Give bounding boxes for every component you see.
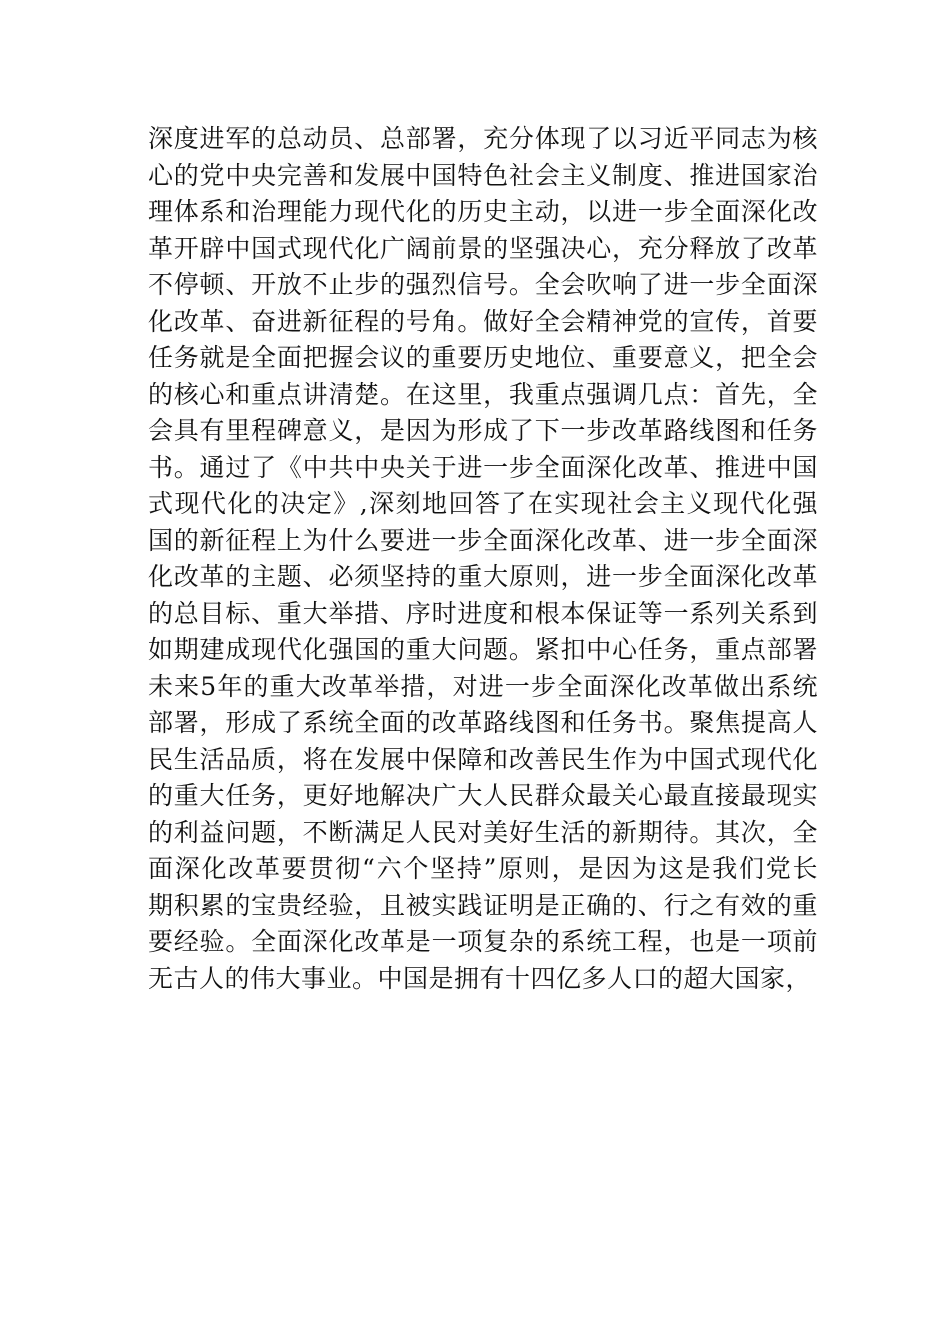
body-paragraph bbox=[148, 121, 818, 997]
text-line: 的总目标、重大举措、序时进度和根本保证等一系列关系到 bbox=[148, 598, 818, 628]
text-line: 深度进军的总动员、总部署，充分体现了以习近平同志为核 bbox=[148, 124, 818, 153]
text-line: 面深化改革要贯彻“六个坚持”原则，是因为这是我们党长 bbox=[148, 854, 818, 883]
text-line: 革开辟中国式现代化广阔前景的坚强决心，充分释放了改革 bbox=[148, 233, 818, 263]
text-line: 如期建成现代化强国的重大问题。紧扣中心任务，重点部署 bbox=[148, 635, 818, 664]
text-line: 不停顿、开放不止步的强烈信号。全会吹响了进一步全面深 bbox=[148, 270, 818, 299]
text-line: 民生活品质，将在发展中保障和改善民生作为中国式现代化 bbox=[148, 744, 818, 774]
text-line: 的核心和重点讲清楚。在这里，我重点强调几点：首先，全 bbox=[148, 379, 818, 409]
text-line: 心的党中央完善和发展中国特色社会主义制度、推进国家治 bbox=[148, 160, 818, 190]
text-line: 化改革的主题、必须坚持的重大原则，进一步全面深化改革 bbox=[148, 562, 818, 591]
text-line: 的重大任务，更好地解决广大人民群众最关心最直接最现实 bbox=[148, 781, 818, 810]
text-line: 式现代化的决定》,深刻地回答了在实现社会主义现代化强 bbox=[148, 489, 818, 518]
text-line: 书。通过了《中共中央关于进一步全面深化改革、推进中国 bbox=[148, 452, 818, 482]
text-line: 国的新征程上为什么要进一步全面深化改革、进一步全面深 bbox=[148, 525, 818, 555]
text-line: 要经验。全面深化改革是一项复杂的系统工程，也是一项前 bbox=[148, 927, 818, 956]
text-line: 任务就是全面把握会议的重要历史地位、重要意义，把全会 bbox=[148, 343, 818, 372]
text-line: 部署，形成了系统全面的改革路线图和任务书。聚焦提高人 bbox=[148, 708, 818, 737]
text-line: 未来5年的重大改革举措，对进一步全面深化改革做出系统 bbox=[148, 671, 818, 701]
text-line: 期积累的宝贵经验，且被实践证明是正确的、行之有效的重 bbox=[148, 890, 818, 920]
text-line: 的利益问题，不断满足人民对美好生活的新期待。其次，全 bbox=[148, 817, 818, 847]
text-line: 无古人的伟大事业。中国是拥有十四亿多人口的超大国家， bbox=[148, 963, 812, 993]
text-line: 理体系和治理能力现代化的历史主动，以进一步全面深化改 bbox=[148, 197, 818, 226]
text-line: 会具有里程碑意义，是因为形成了下一步改革路线图和任务 bbox=[148, 416, 818, 445]
text-line: 化改革、奋进新征程的号角。做好全会精神党的宣传，首要 bbox=[148, 306, 818, 336]
